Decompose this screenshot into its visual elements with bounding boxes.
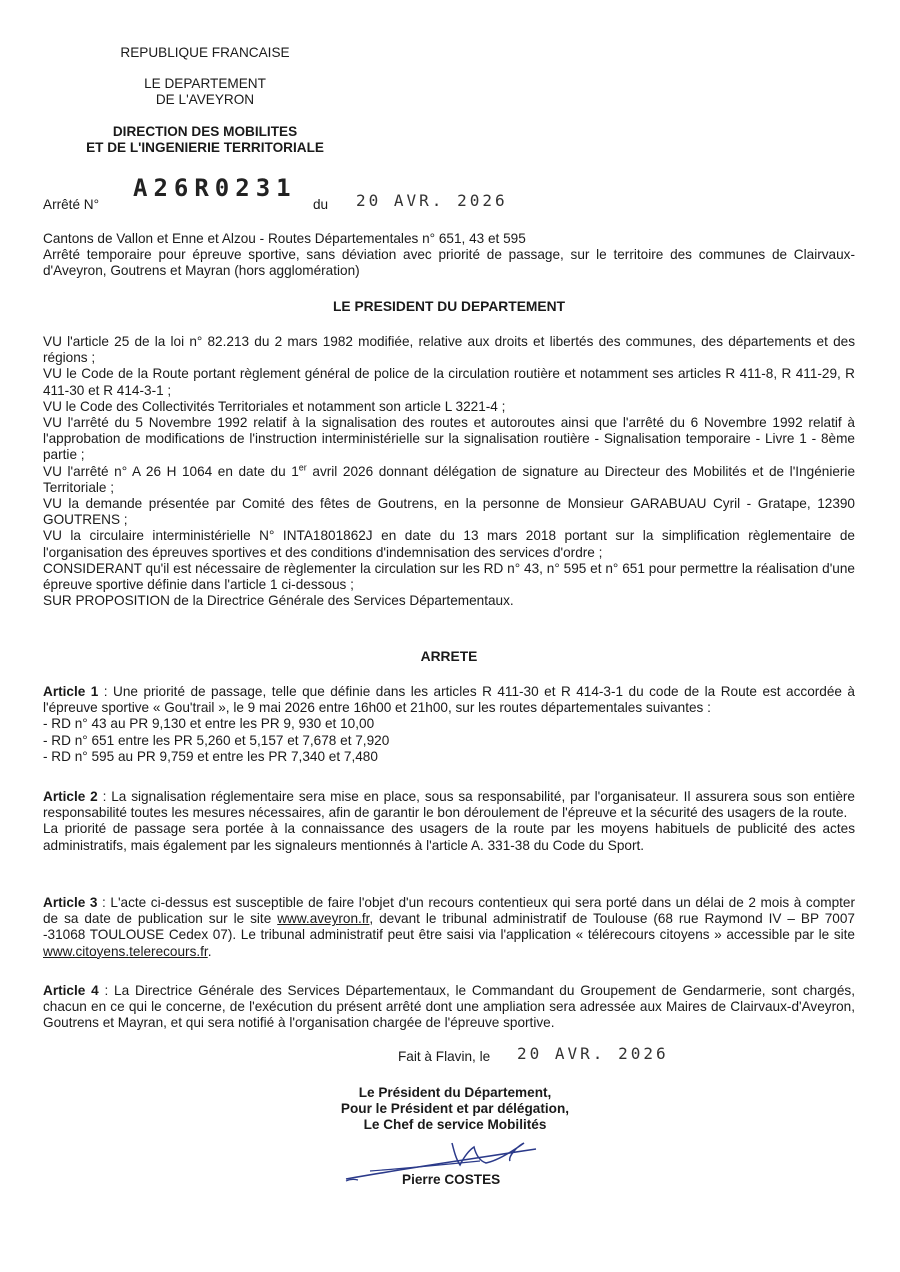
article-1-item: - RD n° 651 entre les PR 5,260 et 5,157 et 7,678 et 7,920 [43,732,390,748]
visa-item: VU le Code des Collectivités Territoriales et notamment son article L 3221-4 ; [43,398,506,414]
direction-line2: ET DE L'INGENIERIE TERRITORIALE [86,139,324,155]
arrete-date-stamp: 20 AVR. 2026 [356,191,508,210]
article-1-text: : Une priorité de passage, telle que définie dans les articles R 411-30 et R 414-3-1 du code de la Route est accordée à l'épreuve sportive « Gou'trail », le 9 mai 2026 entre 16h00 et 21h00, sur les routes départementales suivantes : [43,684,855,716]
article-4-text: : La Directrice Générale des Services Départementaux, le Commandant du Groupement de Gendarmerie, sont chargés, chacun en ce qui le concerne, de l'exécution du présent arrêté dont une ampliation sera adressée aux Maires de Clairvaux-d'Aveyron, Goutrens et Mayran, et qui sera notifié à l'organisation chargée de l'épreuve sportive. [43,983,855,1031]
telerecours-link[interactable]: www.citoyens.telerecours.fr [43,943,208,959]
subject-line1: Cantons de Vallon et Enne et Alzou - Routes Départementales n° 651, 43 et 595 [43,231,526,246]
signature-date-stamp: 20 AVR. 2026 [517,1044,669,1063]
visa-item: VU l'arrêté du 5 Novembre 1992 relatif à la signalisation des routes et autoroutes ainsi que l'arrêté du 6 Novembre 1992 relatif à l'approbation de modifications de l'instruction interministérielle sur la signalisation routière - Signalisation temporaire - Livre 1 - 8ème partie ; [43,415,855,463]
arrete-label: Arrêté N° [43,197,100,212]
article-3-text-c: . [207,943,212,959]
arrete-title: ARRETE [420,649,478,664]
subject-line2: Arrêté temporaire pour épreuve sportive, sans déviation avec priorité de passage, sur le territoire des communes de Clairvaux-d'Aveyron, Goutrens et Mayran (hors agglomération) [43,247,855,279]
departement-line1: LE DEPARTEMENT [144,76,266,92]
article-1-item: - RD n° 595 au PR 9,759 et entre les PR 7,340 et 7,480 [43,748,378,764]
direction-line1: DIRECTION DES MOBILITES [112,123,298,139]
visa-item: VU le Code de la Route portant règlement général de police de la circulation routière et notamment ses articles R 411-8, R 411-29, R 411-30 et R 414-3-1 ; [43,366,855,398]
aveyron-link[interactable]: www.aveyron.fr [277,911,370,927]
article-2-text: : La signalisation réglementaire sera mise en place, sous sa responsabilité, par l'organisateur. Il assurera sous son entière responsabilité toutes les mesures nécessaires, afin de garantir le bon déroulement de l'épreuve et la sécurité des usagers de la route. [43,789,855,821]
article-2-label: Article 2 [43,789,98,804]
visa-item: CONSIDERANT qu'il est nécessaire de règlementer la circulation sur les RD n° 43, n° 595 et n° 651 pour permettre la réalisation d'une épreuve sportive définie dans l'article 1 ci-dessous ; [43,560,855,593]
signature-line3: Le Chef de service Mobilités [363,1117,547,1133]
president-title: LE PRESIDENT DU DEPARTEMENT [332,299,565,314]
header-block [70,45,340,156]
signature-line1: Le Président du Département, [358,1085,552,1100]
signature-name: Pierre COSTES [402,1172,501,1187]
visa-item: VU l'article 25 de la loi n° 82.213 du 2 mars 1982 modifiée, relative aux droits et libertés des communes, des départements et des régions ; [43,334,855,366]
subject-block [43,231,855,280]
article-1-label: Article 1 [43,684,99,699]
article-2 [43,789,855,854]
article-3-text-a: : L'acte ci-dessus est susceptible de faire l'objet d'un recours contentieux qui sera porté dans un délai de 2 mois à compter de sa date de publication sur le site [43,895,855,927]
signature-titles [300,1085,610,1134]
visas-block [43,334,855,609]
departement-line2: DE L'AVEYRON [155,92,255,108]
visa-item: SUR PROPOSITION de la Directrice Générale des Services Départementaux. [43,593,514,609]
visa-item: VU la circulaire interministérielle N° INTA1801862J en date du 13 mars 2018 portant sur la simplification règlementaire de l'organisation des épreuves sportives et des conditions d'indemnisation des services d'ordre ; [43,528,855,560]
visa-item-delegation [43,464,855,496]
signature-line2: Pour le Président et par délégation, [340,1101,570,1117]
arrete-du: du [313,197,329,212]
article-3 [43,895,855,960]
visa-delegation-after: avril 2026 donnant délégation de signature au Directeur des Mobilités et de l'Ingénierie Territoriale ; [43,463,856,495]
article-3-label: Article 3 [43,895,98,910]
article-4 [43,983,855,1032]
article-1 [43,684,855,765]
article-1-item: - RD n° 43 au PR 9,130 et entre les PR 9, 930 et 10,00 [43,716,375,732]
article-2-text2: La priorité de passage sera portée à la connaissance des usagers de la route par les moyens habituels de publicité des actes administratifs, mais également par les signaleurs mentionnés à l'article A. 331-38 du Code du Sport. [43,821,855,853]
visa-delegation-before: VU l'arrêté n° A 26 H 1064 en date du 1 [43,463,299,479]
article-3-text-b: , devant le tribunal administratif de Toulouse (68 rue Raymond IV – BP 7007 -31068 TOULOUSE Cedex 07). Le tribunal administratif peut être saisi via l'application « télérecours citoyens » accessible par le site [43,911,855,943]
visa-delegation-sup: er [298,462,307,473]
visa-item: VU la demande présentée par Comité des fêtes de Goutrens, en la personne de Monsieur GARABUAU Cyril - Gratape, 12390 GOUTRENS ; [43,496,855,528]
republique-text: REPUBLIQUE FRANCAISE [120,45,290,60]
article-4-label: Article 4 [43,983,99,998]
arrete-number: A26R0231 [133,174,297,202]
fait-a-text: Fait à Flavin, le [398,1049,491,1064]
